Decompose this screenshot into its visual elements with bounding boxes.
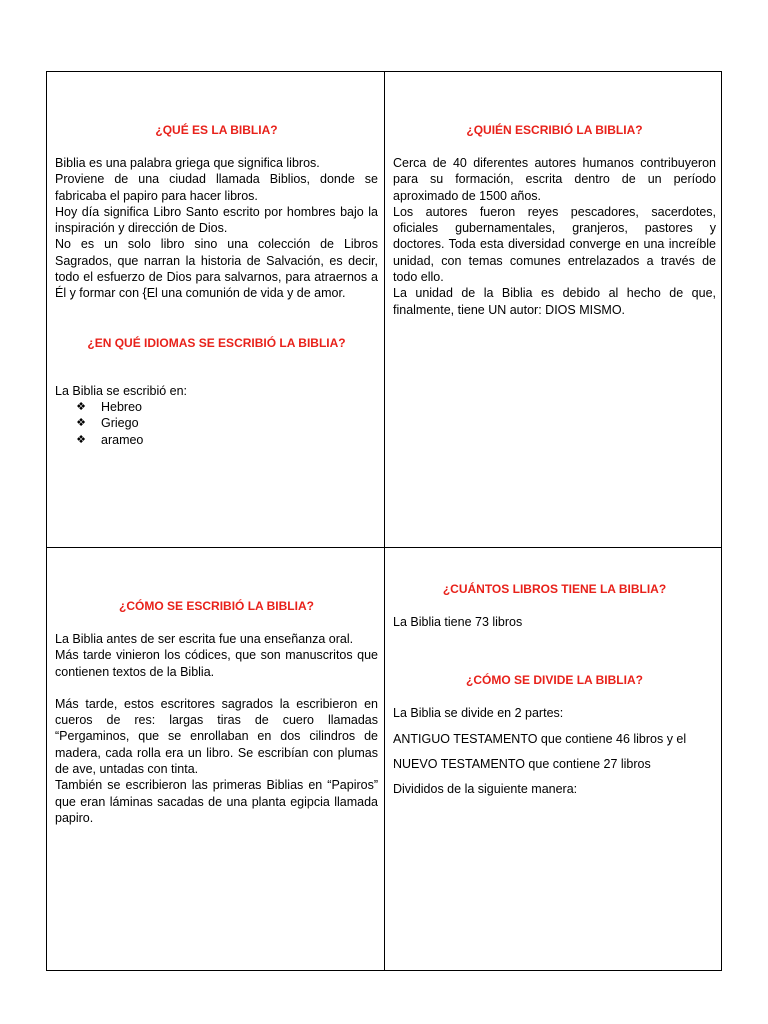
divide-line: ANTIGUO TESTAMENTO que contiene 46 libros y el: [393, 731, 687, 746]
list-item: ❖ Hebreo: [76, 399, 142, 414]
list-item: ❖ Griego: [76, 416, 139, 431]
quien-paragraph: La unidad de la Biblia es debido al hecho de que, finalmente, tiene UN autor: DIOS MISMO.: [393, 286, 716, 317]
como-escribio-paragraph: También se escribieron las primeras Biblias en “Papiros” que eran láminas sacadas de una planta egipcia llamada papiro.: [55, 778, 378, 825]
que-es-paragraph: No es un solo libro sino una colección de Libros Sagrados, que narran la historia de Salvación, es decir, todo el esfuerzo de Dios para salvarnos, para atraernos a Él y formar con {El una comunión de vida y de amor.: [55, 237, 378, 301]
cell-como-se-escribio: [55, 548, 378, 826]
como-escribio-body: [55, 631, 378, 826]
cell-quien-escribio: [393, 72, 716, 318]
diamond-bullet-icon: ❖: [76, 433, 86, 446]
content-grid: [46, 71, 722, 971]
cell-cuantos-libros: [393, 548, 716, 797]
divide-line: NUEVO TESTAMENTO que contiene 27 libros: [393, 756, 651, 771]
idiomas-list: [55, 399, 378, 448]
quien-paragraph: Cerca de 40 diferentes autores humanos contribuyeron para su formación, escrita dentro de un período aproximado de 1500 años.: [393, 156, 716, 203]
diamond-bullet-icon: ❖: [76, 400, 86, 413]
como-escribio-paragraph: La Biblia antes de ser escrita fue una enseñanza oral.: [55, 632, 354, 646]
divide-line: Divididos de la siguiente manera:: [393, 782, 578, 797]
que-es-paragraph: Proviene de una ciudad llamada Biblios, donde se fabricaba el papiro para hacer libros.: [55, 172, 378, 203]
vertical-divider: [384, 72, 385, 970]
heading-idiomas: ¿EN QUÉ IDIOMAS SE ESCRIBIÓ LA BIBLIA?: [87, 335, 346, 350]
como-escribio-paragraph: Más tarde vinieron los códices, que son manuscritos que contienen textos de la Biblia.: [55, 648, 378, 679]
divide-line: La Biblia se divide en 2 partes:: [393, 706, 564, 721]
que-es-body: [55, 155, 378, 302]
que-es-paragraph: Biblia es una palabra griega que significa libros.: [55, 156, 320, 170]
heading-cuantos: ¿CUÁNTOS LIBROS TIENE LA BIBLIA?: [442, 582, 667, 596]
que-es-paragraph: Hoy día significa Libro Santo escrito por hombres bajo la inspiración y dirección de Dios.: [55, 204, 378, 236]
idiomas-intro: La Biblia se escribió en:: [55, 383, 188, 398]
quien-paragraph: Los autores fueron reyes pescadores, sacerdotes, oficiales gubernamentales, granjeros, pastores y doctores. Toda esta diversidad converge en una increíble unidad, con temas comunes entrelazados a través de todo ello.: [393, 204, 716, 285]
cuantos-text: La Biblia tiene 73 libros: [393, 615, 523, 629]
heading-quien: ¿QUIÉN ESCRIBIÓ LA BIBLIA?: [466, 123, 643, 137]
como-escribio-paragraph: Más tarde, estos escritores sagrados la escribieron en cueros de res: largas tiras de cuero llamadas “Pergaminos, que se enrollaban en dos cilindros de madera, cada rolla era un libro. Se escribían con plumas de ave, untadas con tinta.: [55, 696, 378, 777]
diamond-bullet-icon: ❖: [76, 417, 86, 430]
heading-divide: ¿CÓMO SE DIVIDE LA BIBLIA?: [466, 673, 643, 688]
heading-como-escribio: ¿CÓMO SE ESCRIBIÓ LA BIBLIA?: [119, 599, 314, 613]
list-item: ❖ arameo: [76, 432, 144, 447]
cell-que-es-la-biblia: [55, 72, 378, 448]
heading-que-es: ¿QUÉ ES LA BIBLIA?: [155, 123, 278, 137]
quien-body: [393, 155, 716, 318]
